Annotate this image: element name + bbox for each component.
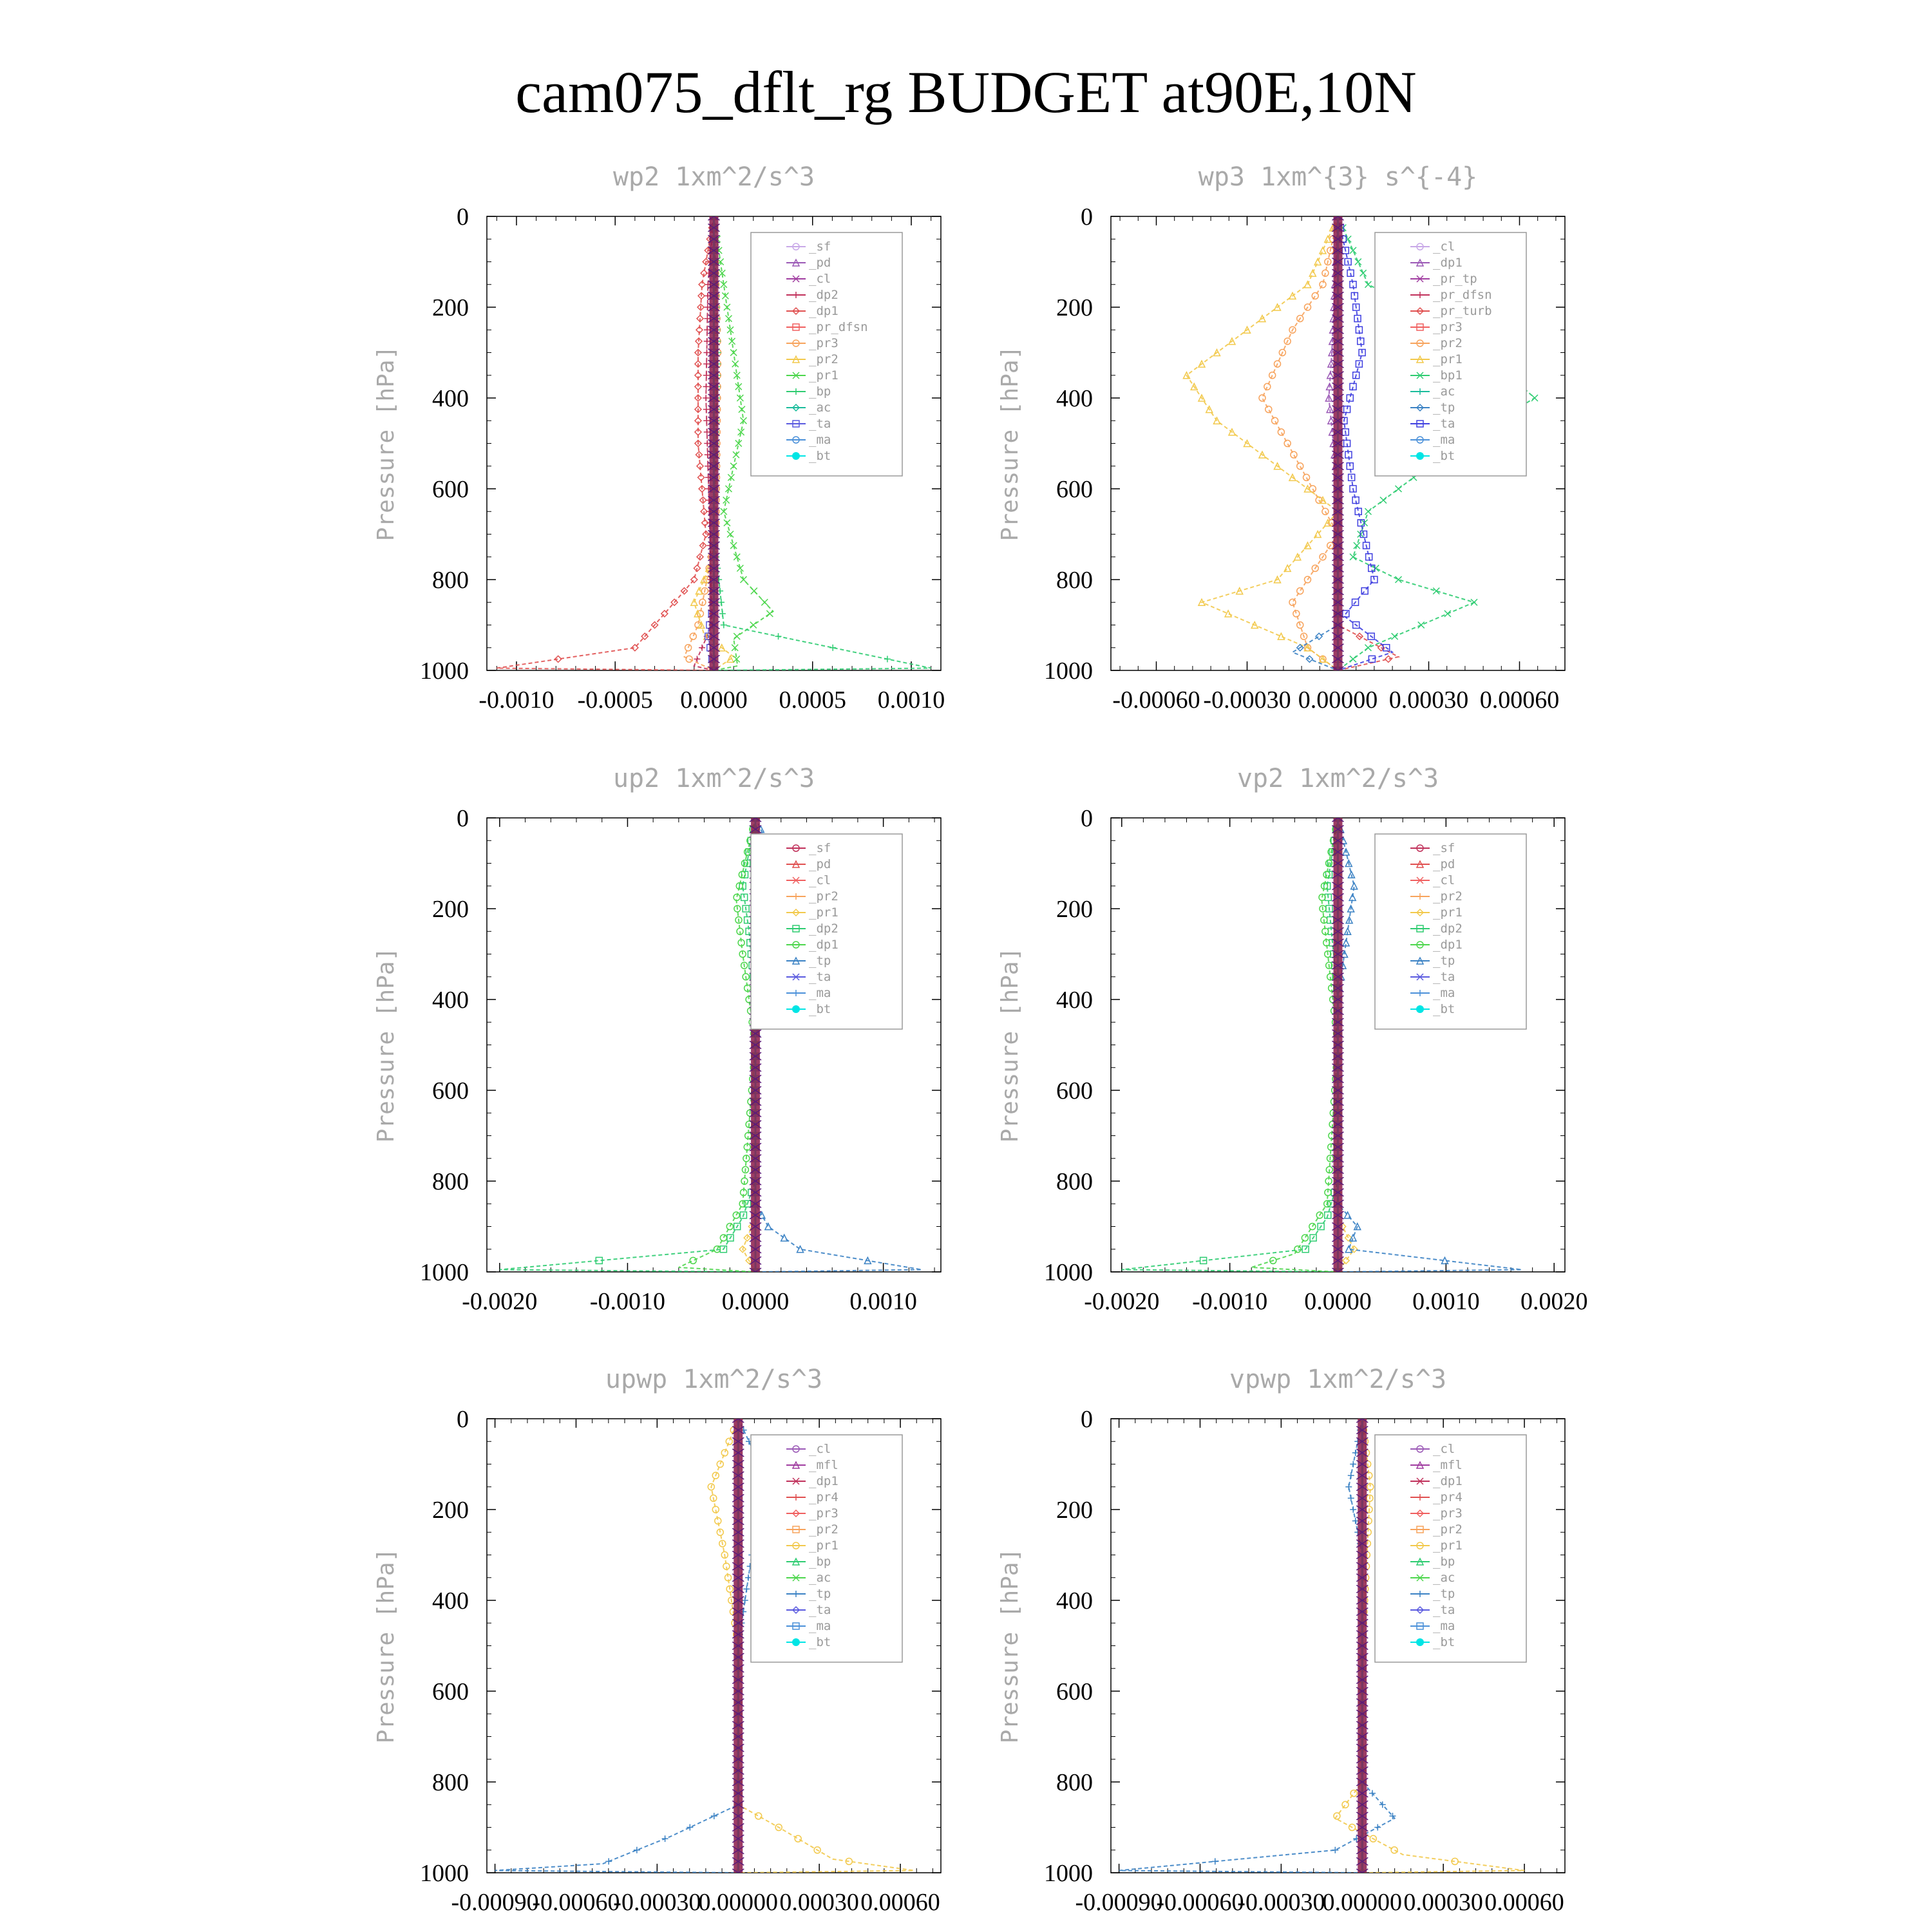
data-point: [1350, 247, 1356, 254]
legend-label: _pr_turb: [1433, 304, 1492, 318]
legend-label: _bt: [809, 1002, 831, 1016]
data-point: [1225, 611, 1231, 617]
data-point: [1342, 1801, 1349, 1808]
legend-label: _pd: [809, 857, 831, 871]
legend-label: _pr3: [1433, 1506, 1463, 1520]
data-point: [1265, 406, 1272, 413]
legend-label: _dp2: [809, 922, 838, 936]
data-point: [703, 372, 710, 379]
x-tick-label: 0.00000: [698, 1889, 779, 1916]
data-point: [1297, 463, 1303, 469]
legend-label: _bt: [809, 449, 831, 463]
data-point: [694, 656, 700, 662]
x-tick-label: -0.0010: [478, 687, 554, 714]
legend-label: _ta: [1433, 417, 1455, 431]
data-point: [1392, 633, 1398, 639]
x-tick-label: -0.00060: [532, 1889, 620, 1916]
y-tick-label: 0: [1081, 204, 1093, 231]
panel-title: upwp 1xm^2/s^3: [605, 1365, 823, 1394]
legend-label: _tp: [809, 1587, 831, 1601]
x-tick-label: 0.0010: [849, 1288, 917, 1315]
legend-label: _cl: [1433, 240, 1455, 254]
data-point: [1365, 645, 1372, 651]
data-point: [1316, 633, 1322, 639]
data-point: [1289, 599, 1296, 605]
legend-label: _ta: [809, 1603, 831, 1617]
data-point: [1291, 451, 1297, 458]
data-point: [795, 1835, 801, 1842]
y-tick-label: 600: [1056, 476, 1093, 503]
y-tick-label: 200: [432, 294, 469, 321]
y-tick-label: 1000: [1044, 1259, 1093, 1286]
legend-label: _ta: [809, 417, 831, 431]
data-point: [761, 599, 768, 605]
legend: [1375, 1435, 1526, 1662]
data-point: [662, 1835, 668, 1842]
data-point: [1294, 1246, 1301, 1253]
y-tick-label: 400: [432, 1587, 469, 1615]
legend-label: _dp2: [1433, 922, 1463, 936]
data-point: [1350, 1790, 1357, 1797]
panel-2: [997, 162, 1565, 714]
legend-label: _mfl: [1433, 1458, 1463, 1472]
data-point: [605, 1858, 612, 1864]
y-axis-label: Pressure [hPa]: [373, 345, 399, 542]
data-point: [829, 645, 836, 651]
y-tick-label: 600: [432, 1678, 469, 1705]
legend-label: _pr1: [809, 905, 838, 920]
data-point: [1354, 542, 1360, 549]
data-point: [703, 417, 710, 424]
y-tick-label: 1000: [1044, 658, 1093, 685]
legend-marker: [792, 452, 800, 460]
legend-label: _ac: [1433, 1571, 1455, 1585]
y-tick-label: 0: [457, 204, 469, 231]
panel-6: [997, 1365, 1565, 1916]
legend-label: _cl: [809, 272, 831, 286]
data-point: [1312, 292, 1318, 299]
x-tick-label: 0.00030: [1388, 687, 1469, 714]
data-point: [1350, 1235, 1356, 1241]
legend-label: _ma: [809, 433, 831, 447]
data-point: [1374, 1824, 1381, 1831]
legend: [1375, 834, 1526, 1029]
legend-label: _ac: [809, 401, 831, 415]
x-tick-label: -0.0020: [462, 1288, 538, 1315]
panel-title: vpwp 1xm^2/s^3: [1229, 1365, 1447, 1394]
legend-label: _ma: [1433, 986, 1455, 1000]
x-tick-label: -0.00090: [451, 1889, 539, 1916]
data-point: [686, 656, 692, 662]
legend-label: _cl: [809, 1442, 831, 1456]
legend-label: _pr2: [1433, 889, 1463, 904]
legend: [751, 1435, 902, 1662]
legend: [751, 232, 902, 476]
series-line-dp2: [1122, 818, 1338, 1272]
x-tick-label: 0.0000: [680, 687, 748, 714]
x-tick-label: -0.0010: [1192, 1288, 1268, 1315]
legend-label: _bp: [809, 384, 831, 399]
data-point: [755, 1813, 762, 1819]
legend-label: _bp: [1433, 1555, 1455, 1569]
data-point: [1350, 1461, 1356, 1468]
data-point: [1212, 1858, 1218, 1864]
x-tick-label: -0.00060: [1156, 1889, 1244, 1916]
data-point: [1309, 270, 1316, 276]
legend-label: _mfl: [809, 1458, 838, 1472]
data-point: [1284, 440, 1291, 447]
legend: [751, 834, 902, 1029]
x-tick-label: -0.00030: [1237, 1889, 1325, 1916]
data-point: [1320, 247, 1326, 254]
data-point: [1278, 429, 1284, 435]
legend-label: _ac: [1433, 384, 1455, 399]
data-point: [1365, 508, 1372, 515]
legend-marker: [1416, 1005, 1424, 1013]
legend-label: _pr_tp: [1433, 272, 1477, 286]
legend-label: _pr3: [809, 336, 838, 350]
y-tick-label: 400: [1056, 385, 1093, 412]
data-point: [704, 429, 710, 435]
panel-4: [997, 764, 1587, 1315]
legend-marker: [1416, 1638, 1424, 1646]
y-tick-label: 800: [432, 1769, 469, 1796]
legend-label: _pr1: [1433, 352, 1463, 366]
data-point: [724, 520, 730, 526]
legend-label: _dp2: [809, 288, 838, 302]
legend-label: _bp1: [1433, 368, 1463, 383]
data-point: [734, 633, 740, 639]
legend-label: _pd: [809, 256, 831, 270]
legend-label: _tp: [1433, 401, 1455, 415]
legend-label: _ma: [809, 1619, 831, 1633]
y-tick-label: 0: [1081, 805, 1093, 832]
legend-label: _cl: [1433, 873, 1455, 887]
y-tick-label: 1000: [420, 1860, 469, 1887]
legend-label: _pr1: [809, 368, 838, 383]
data-point: [1264, 383, 1271, 390]
legend-label: _tp: [1433, 1587, 1455, 1601]
data-point: [726, 1438, 732, 1444]
data-point: [1259, 395, 1265, 401]
data-point: [1391, 1847, 1397, 1853]
x-tick-label: 0.0000: [1304, 1288, 1372, 1315]
data-point: [1350, 656, 1356, 662]
y-tick-label: 0: [1081, 1406, 1093, 1433]
x-tick-label: 0.0010: [877, 687, 945, 714]
y-tick-label: 200: [1056, 1497, 1093, 1524]
x-tick-label: -0.0005: [577, 687, 653, 714]
legend-label: _sf: [809, 841, 831, 855]
legend-label: _pr4: [1433, 1490, 1463, 1504]
data-point: [884, 656, 891, 662]
data-point: [1302, 1235, 1308, 1241]
legend-label: _pr3: [809, 1506, 838, 1520]
data-point: [1396, 486, 1402, 492]
series-line-tp: [1119, 1419, 1395, 1873]
y-tick-label: 800: [432, 1168, 469, 1195]
legend-label: _ac: [809, 1571, 831, 1585]
y-axis-label: Pressure [hPa]: [997, 345, 1023, 542]
x-tick-label: 0.00060: [1479, 687, 1560, 714]
y-tick-label: 800: [432, 567, 469, 594]
y-tick-label: 600: [432, 476, 469, 503]
data-point: [1278, 633, 1284, 639]
legend-label: _tp: [1433, 954, 1455, 968]
x-tick-label: 0.00060: [1484, 1889, 1564, 1916]
legend-label: _pr2: [809, 889, 838, 904]
y-axis-label: Pressure [hPa]: [997, 1548, 1023, 1744]
legend-label: _pr3: [1433, 320, 1463, 334]
x-tick-label: 0.00000: [1298, 687, 1378, 714]
legend-label: _ta: [809, 970, 831, 984]
legend-label: _ta: [1433, 970, 1455, 984]
y-tick-label: 0: [457, 805, 469, 832]
legend-label: _pr1: [809, 1539, 838, 1553]
legend-label: _pr4: [809, 1490, 838, 1504]
y-axis-label: Pressure [hPa]: [997, 947, 1023, 1143]
data-point: [719, 611, 726, 617]
y-tick-label: 600: [432, 1077, 469, 1104]
data-point: [1332, 1847, 1338, 1853]
y-tick-label: 800: [1056, 1168, 1093, 1195]
legend-label: _dp1: [809, 304, 838, 318]
panel-title: wp3 1xm^{3} s^{-4}: [1198, 162, 1478, 192]
legend-label: _bt: [1433, 1002, 1455, 1016]
legend-label: _sf: [809, 240, 831, 254]
legend-label: _ma: [809, 986, 831, 1000]
data-point: [1380, 497, 1387, 504]
legend-marker: [1416, 452, 1424, 460]
data-point: [775, 633, 782, 639]
x-tick-label: -0.00060: [1112, 687, 1200, 714]
legend-label: _dp1: [1433, 256, 1463, 270]
data-point: [751, 588, 757, 594]
data-point: [720, 1235, 726, 1241]
y-tick-label: 200: [432, 896, 469, 923]
y-tick-label: 200: [1056, 896, 1093, 923]
data-point: [703, 361, 710, 367]
data-point: [703, 395, 709, 401]
legend-label: _cl: [1433, 1442, 1455, 1456]
series-line-tp: [1293, 216, 1338, 670]
series-line-pr2: [1262, 216, 1338, 670]
x-tick-label: -0.0020: [1084, 1288, 1160, 1315]
data-point: [1272, 417, 1278, 424]
y-tick-label: 0: [457, 1406, 469, 1433]
series-line-dp1: [1251, 818, 1338, 1272]
legend-label: _cl: [809, 873, 831, 887]
data-point: [1369, 1790, 1376, 1797]
y-tick-label: 400: [432, 987, 469, 1014]
data-point: [739, 406, 745, 413]
data-point: [721, 622, 727, 629]
x-tick-label: -0.00030: [1203, 687, 1291, 714]
x-tick-label: 0.00030: [779, 1889, 859, 1916]
data-point: [1418, 622, 1425, 629]
data-point: [1368, 656, 1375, 662]
legend-marker: [792, 1005, 800, 1013]
x-tick-label: -0.00090: [1075, 1889, 1163, 1916]
panel-title: wp2 1xm^2/s^3: [612, 162, 815, 192]
data-point: [704, 338, 710, 345]
legend-label: _dp1: [809, 1474, 838, 1488]
data-point: [1297, 588, 1303, 594]
legend-label: _tp: [809, 954, 831, 968]
x-tick-label: 0.0020: [1520, 1288, 1588, 1315]
legend: [1375, 232, 1526, 476]
legend-label: _dp1: [1433, 1474, 1463, 1488]
data-point: [1303, 474, 1310, 480]
legend-label: _ma: [1433, 1619, 1455, 1633]
legend-marker: [792, 1638, 800, 1646]
data-point: [699, 645, 705, 651]
y-tick-label: 400: [1056, 987, 1093, 1014]
legend-label: _bp: [809, 1555, 831, 1569]
data-point: [1293, 611, 1300, 617]
data-point: [743, 1586, 750, 1592]
legend-label: _bt: [809, 1635, 831, 1649]
data-point: [718, 599, 724, 605]
y-tick-label: 800: [1056, 1769, 1093, 1796]
series-line-tp: [495, 1419, 771, 1873]
data-point: [730, 463, 737, 469]
data-point: [690, 1257, 696, 1264]
data-point: [1349, 894, 1356, 900]
legend-label: _ta: [1433, 1603, 1455, 1617]
data-point: [1350, 1506, 1356, 1513]
data-point: [711, 1813, 717, 1819]
data-point: [1444, 611, 1451, 617]
legend-label: _pr_dfsn: [809, 320, 868, 334]
legend-label: _pr2: [1433, 336, 1463, 350]
y-tick-label: 1000: [420, 658, 469, 685]
y-tick-label: 200: [1056, 294, 1093, 321]
x-tick-label: 0.00030: [1403, 1889, 1483, 1916]
y-tick-label: 1000: [1044, 1860, 1093, 1887]
x-tick-label: -0.0010: [589, 1288, 666, 1315]
legend-label: _ma: [1433, 433, 1455, 447]
x-tick-label: 0.0010: [1412, 1288, 1480, 1315]
y-tick-label: 400: [1056, 1587, 1093, 1615]
data-point: [721, 1450, 728, 1456]
data-point: [1348, 1472, 1354, 1479]
y-tick-label: 200: [432, 1497, 469, 1524]
x-tick-label: 0.00060: [860, 1889, 940, 1916]
data-point: [687, 1824, 693, 1831]
panel-title: up2 1xm^2/s^3: [612, 764, 815, 793]
panel-5: [373, 1365, 941, 1916]
data-point: [765, 1224, 772, 1230]
legend-label: _pr1: [1433, 905, 1463, 920]
legend-label: _pr_dfsn: [1433, 288, 1492, 302]
legend-label: _dp1: [809, 938, 838, 952]
data-point: [1396, 576, 1402, 583]
data-point: [1531, 395, 1538, 401]
legend-label: _pr2: [809, 352, 838, 366]
x-tick-label: -0.00030: [613, 1889, 701, 1916]
legend-label: _pd: [1433, 857, 1455, 871]
data-point: [1471, 599, 1477, 605]
data-point: [750, 622, 757, 629]
panel-1: [373, 162, 945, 714]
x-tick-label: 0.0000: [721, 1288, 790, 1315]
y-axis-label: Pressure [hPa]: [373, 1548, 399, 1744]
y-tick-label: 400: [432, 385, 469, 412]
x-tick-label: 0.00000: [1322, 1889, 1403, 1916]
data-point: [1348, 1495, 1354, 1501]
legend-label: _bt: [1433, 449, 1455, 463]
panel-title: vp2 1xm^2/s^3: [1236, 764, 1439, 793]
series-line-pr1: [1187, 216, 1338, 670]
legend-label: _dp1: [1433, 938, 1463, 952]
series-line-dp2: [500, 818, 755, 1272]
x-tick-label: 0.0005: [779, 687, 847, 714]
y-tick-label: 600: [1056, 1678, 1093, 1705]
y-tick-label: 1000: [420, 1259, 469, 1286]
legend-label: _pr1: [1433, 1539, 1463, 1553]
data-point: [1365, 281, 1372, 288]
data-point: [703, 383, 710, 390]
data-point: [1360, 270, 1367, 276]
data-point: [703, 350, 710, 356]
y-tick-label: 800: [1056, 567, 1093, 594]
data-point: [1345, 1484, 1352, 1490]
data-point: [1350, 554, 1356, 560]
legend-label: _sf: [1433, 841, 1455, 855]
panel-3: [373, 764, 941, 1315]
data-point: [1355, 259, 1361, 265]
data-point: [703, 406, 710, 413]
data-point: [690, 633, 696, 639]
data-point: [766, 611, 773, 617]
data-point: [1372, 565, 1379, 571]
series-line-dp1: [497, 216, 714, 670]
y-tick-label: 600: [1056, 1077, 1093, 1104]
legend-label: _bt: [1433, 1635, 1455, 1649]
data-point: [634, 1847, 640, 1853]
figure-title: cam075_dflt_rg BUDGET at90E,10N: [515, 59, 1417, 125]
y-axis-label: Pressure [hPa]: [373, 947, 399, 1143]
legend-label: _pr2: [1433, 1522, 1463, 1537]
data-point: [1314, 259, 1321, 265]
legend-label: _pr2: [809, 1522, 838, 1537]
